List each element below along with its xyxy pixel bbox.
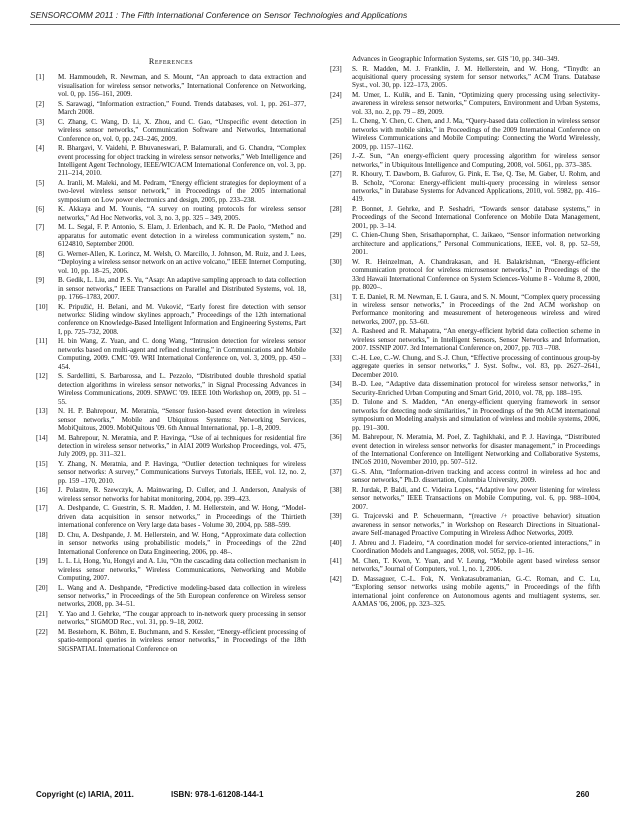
reference-text: D. Chu, A. Deshpande, J. M. Hellerstein, and W. Hong, “Approximate data collection in sensor networks using probabilistic models,” in Proceedings of the 22nd International Conference on Data Engineering, 2006, pp. 48–. — [58, 530, 306, 556]
reference-text: M. Chen, T. Kwon, Y. Yuan, and V. Leung, “Mobile agent based wireless sensor networks,” Journal of Computers, vol. 1, no. 1, 2006. — [352, 556, 600, 574]
reference-text: P. Bonnet, J. Gehrke, and P. Seshadri, “Towards sensor database systems,” in Proceedings of the Second International Conference on Mobile Data Management, 2001, pp. 3–14. — [352, 205, 600, 230]
reference-number: [9] — [36, 276, 45, 285]
reference-entry — [36, 372, 306, 406]
reference-number: [1] — [36, 73, 45, 82]
reference-number: [38] — [330, 485, 342, 494]
reference-text: M. Bestehorn, K. Böhm, E. Buchmann, and S. Kessler, “Energy-efficient processing of spatio-temporal queries in wireless sensor networks,” in Proceedings of the 18th SIGSPATIAL International Conference on — [58, 627, 306, 653]
reference-entry — [36, 100, 306, 117]
reference-entry — [36, 144, 306, 178]
reference-entry — [36, 276, 306, 301]
reference-number: [21] — [36, 609, 48, 618]
reference-entry — [330, 117, 600, 151]
reference-number: [24] — [330, 91, 342, 99]
reference-number: [19] — [36, 557, 48, 566]
reference-number: [16] — [36, 486, 48, 495]
reference-text: B.-D. Lee, “Adaptive data dissemination protocol for wireless sensor networks,” in Security-Enriched Urban Computing and Smart Grid, 2010, vol. 78, pp. 188–195. — [352, 380, 600, 397]
reference-text: L. Wang and A. Deshpande, “Predictive modeling-based data collection in wireless sensor networks,” in Proceedings of the 5th European conference on Wireless sensor networks, 2008, pp. 34–51. — [58, 583, 306, 609]
reference-text: S. Sardellitti, S. Barbarossa, and L. Pezzolo, “Distributed double threshold spatial detection algorithms in wireless sensor networks,” in Signal Processing Advances in Wireless Communications, 2009. SPAWC '09. IEEE 10th Workshop on, 2009, pp. 51 –55. — [58, 372, 306, 406]
reference-number: [3] — [36, 117, 45, 126]
reference-entry — [36, 303, 306, 337]
references-left-column — [36, 58, 306, 654]
reference-number: [35] — [330, 398, 342, 407]
reference-text: L. Cheng, Y. Chen, C. Chen, and J. Ma, “Query-based data collection in wireless sensor networks with mobile sinks,” in Proceedings of the 2009 International Conference on Wireless Communications and Mobile Computing: Connecting the World Wirelessly, 2009, pp. 1157–1162. — [352, 117, 600, 151]
reference-number: [29] — [330, 231, 342, 240]
reference-entry — [36, 557, 306, 582]
reference-text: M. L. Segal, F. P. Antonio, S. Elam, J. Erlenbach, and K. R. De Paolo, “Method and apparatus for automatic event detection in a wireless communication system,” no. 6124810, September 2000. — [58, 223, 306, 249]
reference-text: M. Hammoudeh, R. Newman, and S. Mount, “An approach to data extraction and visualisation for wireless sensor networks,” International Conference on Networking, vol. 0, pp. 156–161, 2009. — [58, 73, 306, 99]
reference-text: J. Polastre, R. Szewczyk, A. Mainwaring, D. Culler, and J. Anderson, Analysis of wireless sensor networks for habitat monitoring, 2004, pp. 399–423. — [58, 486, 306, 503]
reference-number: [13] — [36, 407, 48, 416]
reference-number: [32] — [330, 327, 342, 336]
reference-number: [25] — [330, 117, 342, 126]
reference-text: A. Iranli, M. Maleki, and M. Pedram, “Energy efficient strategies for deployment of a two-level wireless sensor network,” in Proceedings of the 2005 international symposium on Low power electronics and design, 2005, pp. 233–238. — [58, 179, 306, 204]
reference-text: G. Trajcevski and P. Scheuermann, “(reactive /+ proactive behavior) situation awareness in sensor networks,” in Workshop on Research Directions in Situational-aware Self-managed Proactive Computing in Wireless Adhoc Networks, 2009. — [352, 512, 600, 538]
reference-text: J.-Z. Sun, “An energy-efficient query processing algorithm for wireless sensor networks,” in Ubiquitous Intelligence and Computing, 2008, vol. 5061, pp. 373–385. — [352, 152, 600, 169]
reference-number: [26] — [330, 152, 342, 161]
reference-number: [33] — [330, 353, 342, 362]
reference-text: S. R. Madden, M. J. Franklin, J. M. Hellerstein, and W. Hong, “Tinydb: an acquisitional query processing system for sensor networks,” ACM Trans. Database Syst., vol. 30, pp. 122–173, 2005. — [352, 64, 600, 90]
reference-entry — [330, 231, 600, 256]
reference-number: [30] — [330, 257, 342, 266]
reference-entry — [36, 460, 306, 485]
reference-text: Y. Zhang, N. Meratnia, and P. Havinga, “Outlier detection techniques for wireless sensor networks: A survey,” Communications Surveys Tutorials, IEEE, vol. 12, no. 2, pp. 159 –170, 2010. — [58, 459, 306, 485]
reference-entry — [36, 486, 306, 503]
reference-entry — [36, 337, 306, 371]
reference-22-continuation: Advances in Geographic Information Systems, ser. GIS '10, pp. 340–349. — [352, 55, 560, 63]
reference-number: [5] — [36, 179, 45, 188]
left-reference-list — [36, 73, 306, 653]
reference-number: [4] — [36, 144, 45, 153]
reference-text: S. Sarawagi, “Information extraction,” Found. Trends databases, vol. 1, pp. 261–377, March 2008. — [58, 99, 306, 117]
reference-text: R. Jurdak, P. Baldi, and C. Videira Lopes, “Adaptive low power listening for wireless sensor networks,” IEEE Transactions on Mobile Computing, vol. 6, pp. 988–1004, 2007. — [352, 485, 600, 511]
reference-text: L. L. Li, Hong, Yu, Hongyi and A. Liu, “On the cascading data collection mechanism in wireless sensor networks,” Wireless Communications, Networking and Mobile Computing, 2007. — [58, 557, 306, 582]
references-heading: References — [148, 57, 194, 66]
reference-text: C. Zhang, C. Wang, D. Li, X. Zhou, and C. Gao, “Unspecific event detection in wireless sensor networks,” Communication Software and Networks, International Conference on, vol. 0, pp. 243–246, 2009. — [58, 117, 306, 143]
reference-text: D. Tulone and S. Madden, “An energy-efficient querying framework in sensor networks for detecting node similarities,” in Proceedings of the 9th ACM international symposium on Modeling analysis and simulation of wireless and mobile systems, 2006, pp. 191–300. — [352, 398, 600, 432]
reference-text: T. E. Daniel, R. M. Newman, E. I. Gaura, and S. N. Mount, “Complex query processing in wireless sensor networks,” in Proceedings of the 2nd ACM workshop on Performance monitoring and measurement of heterogeneous wireless and wired networks, 2007, pp. 53–60. — [352, 292, 600, 326]
reference-entry — [36, 250, 306, 275]
reference-text: A. Rasheed and R. Mahapatra, “An energy-efficient hybrid data collection scheme in wireless sensor networks,” in Intelligent Sensors, Sensor Networks and Information, 2007. ISSNIP 2007. 3rd International Conference on, 2007, pp. 703 –708. — [352, 327, 600, 353]
reference-entry — [36, 205, 306, 222]
reference-entry — [330, 293, 600, 327]
reference-text: K. Pripužić, H. Belani, and M. Vuković, “Early forest fire detection with sensor networks: Sliding window skylines approach,” Proceedings of the 12th international conference on Knowledge-Based Intelligent Information and Engineering Systems, Part I, pp. 725–732, 2008. — [58, 302, 306, 336]
reference-entry — [330, 557, 600, 574]
reference-text: G. Werner-Allen, K. Lorincz, M. Welsh, O. Marcillo, J. Johnson, M. Ruiz, and J. Lees, “Deploying a wireless sensor network on an active volcano,” IEEE Internet Computing, vol. 10, pp. 18–25, 2006. — [58, 249, 306, 275]
reference-number: [2] — [36, 99, 45, 108]
reference-entry — [330, 512, 600, 537]
reference-entry — [330, 205, 600, 230]
reference-number: [18] — [36, 530, 48, 539]
reference-text: C. Chien-Chung Shen, Srisathapornphat, C. Jaikaeo, “Sensor information networking architecture and applications,” Personal Communications, IEEE, vol. 8, pp. 52–59, 2001. — [352, 231, 600, 257]
page-number: 260 — [576, 790, 590, 799]
reference-entry — [330, 91, 600, 116]
reference-entry — [330, 65, 600, 90]
reference-entry — [36, 179, 306, 204]
reference-text: J. Abreu and J. Fiadeiro, “A coordination model for service-oriented interactions,” in Coordination Models and Languages, 2008, vol. 5052, pp. 1–16. — [352, 538, 600, 556]
reference-text: M. Bahrepour, N. Meratnia, and P. Havinga, “Use of ai techniques for residential fire detection in wireless sensor networks,” in AIAI 2009 Workshop Proceedings, vol. 475, July 2009, pp. 311–321. — [58, 433, 306, 459]
reference-number: [39] — [330, 512, 342, 521]
reference-text: C.-H. Lee, C.-W. Chung, and S.-J. Chun, “Effective processing of continuous group-by aggregate queries in sensor networks,” J. Syst. Softw., vol. 83, pp. 2627–2641, December 2010. — [352, 353, 600, 379]
reference-entry — [330, 152, 600, 169]
reference-number: [8] — [36, 249, 45, 258]
reference-entry — [36, 628, 306, 653]
reference-text: N. H. P. Bahrepour, M. Meratnia, “Sensor fusion-based event detection in wireless sensor networks,” Mobile and Ubiquitous Systems: Networking Services, MobiQuitous, 2009. MobiQuitous '09. 6th Annual International, pp. 1–8, 2009. — [58, 407, 306, 432]
footer-isbn: ISBN: 978-1-61208-144-1 — [171, 790, 264, 799]
reference-entry — [330, 486, 600, 511]
reference-text: G.-S. Ahn, “Information-driven tracking and access control in wireless ad hoc and sensor networks,” Ph.D. dissertation, Columbia University, 2009. — [352, 467, 600, 485]
reference-number: [42] — [330, 574, 342, 583]
reference-text: M. Bahrepour, N. Meratnia, M. Poel, Z. Taghikhaki, and P. J. Havinga, “Distributed event detection in wireless sensor networks for disaster management,” in Proceedings of the International Conference on Intelligent Networking and Collaborative Systems, INCoS 2010, November 2010, pp. 507–512. — [352, 433, 600, 467]
reference-number: [17] — [36, 504, 48, 513]
reference-entry — [36, 434, 306, 459]
reference-number: [36] — [330, 433, 342, 442]
reference-entry — [36, 531, 306, 556]
reference-number: [41] — [330, 556, 342, 565]
references-right-column — [330, 55, 600, 610]
reference-number: [28] — [330, 205, 342, 214]
reference-text: B. Gedik, L. Liu, and P. S. Yu, “Asap: An adaptive sampling approach to data collection in sensor networks,” IEEE Transactions on Parallel and Distributed Systems, vol. 18, pp. 1766–1783, 2007. — [58, 276, 306, 302]
right-reference-list — [330, 65, 600, 609]
reference-entry — [330, 258, 600, 292]
reference-text: W. R. Heinzelman, A. Chandrakasan, and H. Balakrishnan, “Energy-efficient communication protocol for wireless microsensor networks,” in Proceedings of the 33rd Hawaii International Conference on System Sciences-Volume 8 - Volume 8, 2000, pp. 8020–. — [352, 257, 600, 292]
reference-text: R. Khoury, T. Dawborn, B. Gafurov, G. Pink, E. Tse, Q. Tse, M. Gaber, U. Rohm, and B. Scholz, “Corona: Energy-efficient multi-query processing in wireless sensor networks,” in Database Systems for Advanced Applications, 2010, vol. 5982, pp. 416–419. — [352, 170, 600, 204]
reference-number: [11] — [36, 337, 48, 346]
footer-copyright: Copyright (c) IARIA, 2011. — [36, 790, 134, 799]
reference-number: [37] — [330, 467, 342, 476]
reference-entry — [330, 354, 600, 379]
reference-number: [23] — [330, 64, 342, 73]
reference-number: [34] — [330, 380, 342, 389]
reference-number: [10] — [36, 302, 48, 311]
reference-number: [7] — [36, 223, 45, 232]
reference-text: D. Massaguer, C.-L. Fok, N. Venkatasubramanian, G.-C. Roman, and C. Lu, “Exploring sensor networks using mobile agents,” in Proceedings of the fifth international joint conference on Autonomous agents and multiagent systems, ser. AAMAS '06, 2006, pp. 323–325. — [352, 574, 600, 608]
reference-entry — [330, 380, 600, 397]
reference-number: [14] — [36, 433, 48, 442]
reference-entry — [36, 610, 306, 627]
reference-entry — [330, 327, 600, 352]
reference-number: [31] — [330, 292, 342, 301]
reference-number: [6] — [36, 205, 45, 214]
reference-number: [20] — [36, 583, 48, 592]
reference-entry — [330, 398, 600, 432]
reference-text: R. Bhargavi, V. Vaidehi, P. Bhuvaneswari, P. Balamurali, and G. Chandra, “Complex event processing for object tracking in wireless sensor networks,” Web Intelligence and Intelligent Agent Technology, IEEE/WIC/ACM International Conference on, vol. 3, pp. 211–214, 2010. — [58, 144, 306, 178]
reference-entry — [36, 504, 306, 529]
reference-number: [22] — [36, 627, 48, 636]
reference-entry — [36, 73, 306, 98]
reference-entry — [36, 223, 306, 248]
conference-header: SENSORCOMM 2011 : The Fifth International Conference on Sensor Technologies and Applications — [30, 10, 408, 20]
reference-entry — [330, 539, 600, 556]
reference-text: M. Umer, L. Kulik, and E. Tanin, “Optimizing query processing using selectivity-awareness in wireless sensor networks,” Computers, Environment and Urban Systems, vol. 33, no. 2, pp. 79 – 89, 2009. — [352, 91, 600, 116]
reference-entry — [36, 118, 306, 143]
reference-text: H. bin Wang, Z. Yuan, and C. dong Wang, “Intrusion detection for wireless sensor networks based on multi-agent and refined clustering,” in Communications and Mobile Computing, 2009. CMC '09. WRI International Conference on, vol. 3, 2009, pp. 450 –454. — [58, 337, 306, 371]
reference-text: K. Akkaya and M. Younis, “A survey on routing protocols for wireless sensor networks,” Ad Hoc Networks, vol. 3, no. 3, pp. 325 – 349, 2005. — [58, 205, 306, 222]
reference-number: [40] — [330, 538, 342, 547]
reference-entry — [330, 433, 600, 467]
reference-number: [12] — [36, 372, 48, 381]
reference-text: A. Deshpande, C. Guestrin, S. R. Madden, J. M. Hellerstein, and W. Hong, “Model-driven data acquisition in sensor networks,” in Proceedings of the Thirtieth international conference on Very large data bases - Volume 30, 2004, pp. 588–599. — [58, 504, 306, 530]
reference-number: [15] — [36, 459, 48, 468]
reference-text: Y. Yao and J. Gehrke, “The cougar approach to in-network query processing in sensor networks,” SIGMOD Rec., vol. 31, pp. 9–18, 2002. — [58, 609, 306, 627]
reference-entry — [330, 575, 600, 609]
header-rule — [30, 24, 620, 25]
reference-entry — [36, 407, 306, 432]
reference-entry — [36, 584, 306, 609]
reference-entry — [330, 170, 600, 204]
reference-number: [27] — [330, 170, 342, 179]
reference-entry — [330, 468, 600, 485]
